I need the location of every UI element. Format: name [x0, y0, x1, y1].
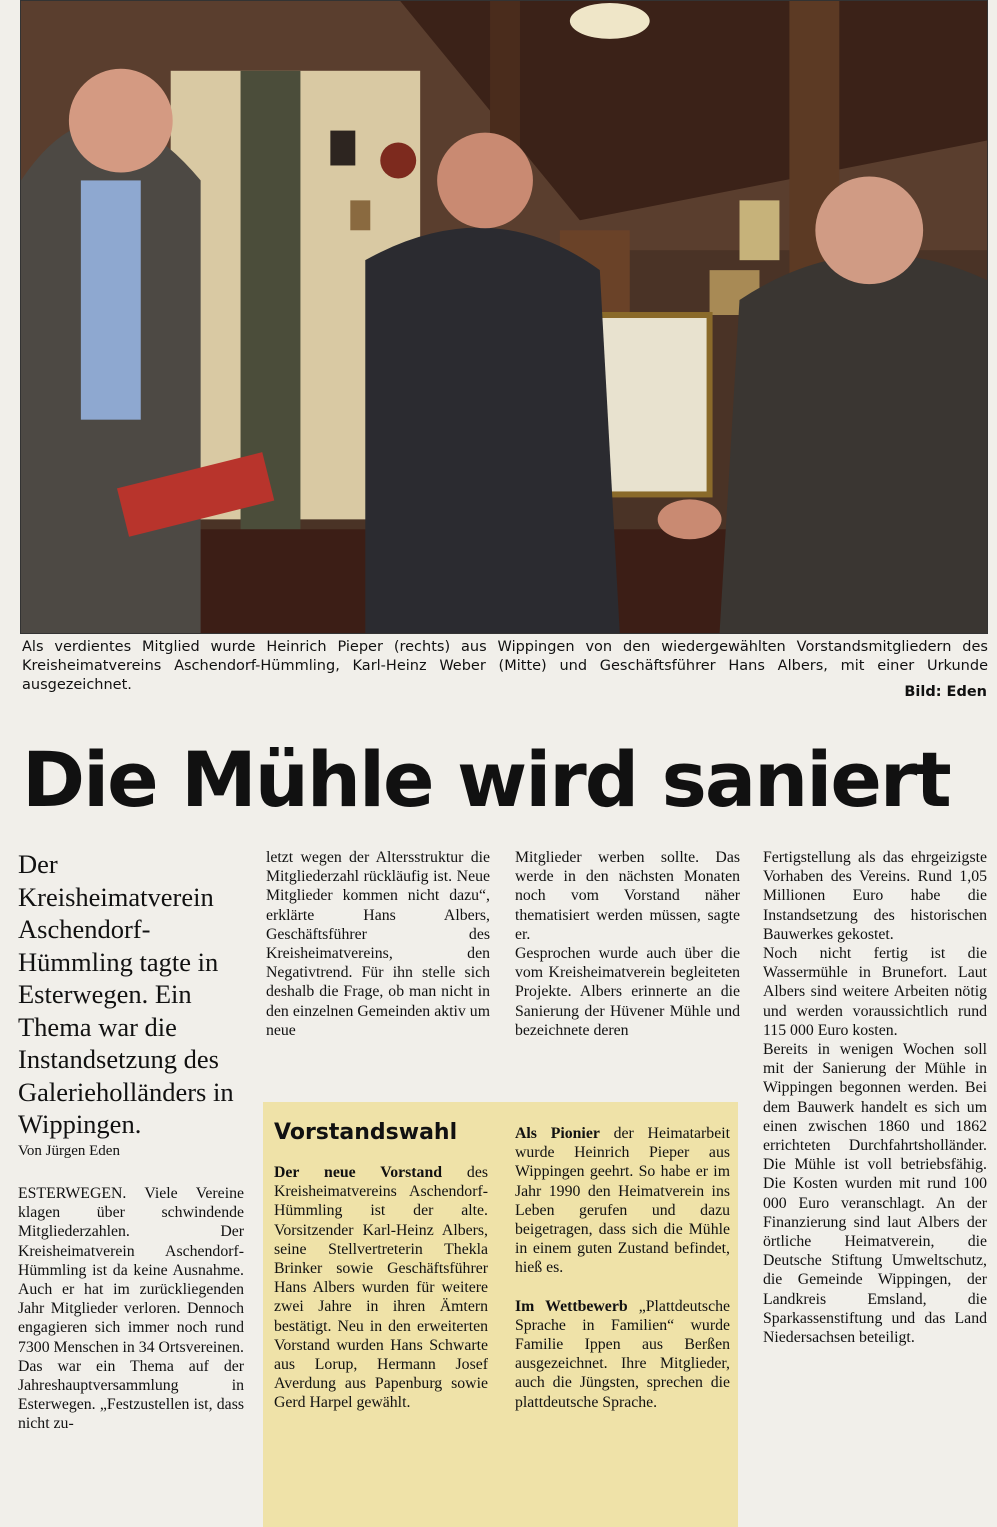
info-box-text-2: der Heimatarbeit wurde Heinrich Pieper aus Wippingen geehrt. So habe er im Jahr 1990 den Heimatverein ins Leben gerufen und dazu beigetragen, dass sich die Mühle in einem guten Zustand befindet, hieß es.: [515, 1125, 730, 1277]
info-box-paragraph-2: [515, 1124, 730, 1278]
column-2-text: letzt wegen der Altersstruktur die Mitgliederzahl rückläufig ist. Neue Mitglieder kommen nicht dazu“, erklärte Hans Albers, Geschäftsführer des Kreisheimatvereins, den Negativtrend. Für ihn stelle sich deshalb die Frage, ob man nicht in den einzelnen Gemeinden aktiv um neue: [266, 849, 490, 1039]
article-byline: Von Jürgen Eden: [18, 1143, 120, 1159]
info-box-text-3: „Plattdeutsche Sprache in Familien“ wurde Familie Ippen aus Berßen ausgezeichnet. Ihre Mitglieder, auch die Jüngsten, sprechen die plattdeutsche Sprache.: [515, 1297, 730, 1411]
column-4-text-c: Bereits in wenigen Wochen soll mit der Sanierung der Mühle in Wippingen begonnen werden. Bei dem Bauwerk handelt es sich um einen zwischen 1860 und 1862 errichteten Durchfahrtsholländer. Die Mühle ist voll betriebsfähig. Die Kosten wurden mit rund 100 000 Euro veranschlagt. An der Finanzierung sind laut Albers der örtliche Heimatverein, die Deutsche Stiftung Umweltschutz, die Gemeinde Wippingen, der Landkreis Emsland, die Sparkassenstiftung und das Land Niedersachsen beteiligt.: [763, 1041, 987, 1347]
column-4-text-a: Fertigstellung als das ehrgeizigste Vorhaben des Vereins. Rund 1,05 Millionen Euro habe die Instandsetzung des historischen Bauwerkes gekostet.: [763, 849, 987, 943]
info-box-lead-3: Im Wettbewerb: [515, 1297, 628, 1315]
info-box-paragraph-3: [515, 1297, 730, 1412]
article-column-1: [18, 1184, 244, 1434]
photo-credit: Bild: Eden: [904, 684, 987, 700]
info-box-lead-2: Als Pionier: [515, 1125, 600, 1142]
article-column-2: [266, 848, 490, 1040]
paragraph-spacer: [515, 1278, 730, 1297]
photo-illustration: [21, 1, 987, 633]
article-headline: Die Mühle wird saniert: [22, 735, 950, 824]
info-box-paragraph-1: [274, 1163, 488, 1413]
column-3-text: Mitglieder werben sollte. Das werde in den nächsten Monaten noch vom Vorstand näher thematisiert werden müssen, sagte er.: [515, 849, 740, 943]
column-3-text-b: Gesprochen wurde auch über die vom Kreisheimatverein begleiteten Projekte. Albers erinnerte an die Sanierung der Hüvener Mühle und bezeichnete deren: [515, 945, 740, 1039]
news-photo: [20, 0, 988, 634]
info-box-column-2: [515, 1124, 730, 1412]
info-box-lead-1: Der neue Vorstand: [274, 1164, 443, 1181]
article-column-4: [763, 848, 987, 1347]
info-box-title: Vorstandswahl: [274, 1120, 458, 1145]
article-column-3: [515, 848, 740, 1040]
column-1-text: ESTERWEGEN. Viele Vereine klagen über schwindende Mitgliederzahlen. Der Kreisheimatverein Aschendorf-Hümmling ist da keine Ausnahme. Auch er hat im zurückliegenden Jahr Mitglieder verloren. Dennoch engagieren sich immer noch rund 7300 Menschen in 34 Ortsvereinen. Das war ein Thema auf der Jahreshauptversammlung in Esterwegen. „Festzustellen ist, dass nicht zu-: [18, 1185, 244, 1433]
info-box-column-1: [274, 1163, 488, 1413]
article-lead: Der Kreisheimatverein Aschendorf-Hümmling tagte in Esterwegen. Ein Thema war die Instandsetzung des Galerieholländers in Wippingen.: [18, 849, 234, 1139]
photo-caption: Als verdientes Mitglied wurde Heinrich Pieper (rechts) aus Wippingen von den wiedergewählten Vorstandsmitgliedern des Kreisheimatvereins Aschendorf-Hümmling, Karl-Heinz Weber (Mitte) und Geschäftsführer Hans Albers, mit einer Urkunde ausgezeichnet.: [22, 639, 988, 693]
info-box-text-1: des Kreisheimatvereins Aschendorf-Hümmling ist der alte. Vorsitzender Karl-Heinz Albers, seine Stellvertreterin Thekla Brinker sowie Geschäftsführer Hans Albers wurden für weitere zwei Jahre in ihren Ämtern bestätigt. Neu in den erweiterten Vorstand wurden Hans Schwarte aus Lorup, Hermann Josef Averdung aus Papenburg sowie Gerd Harpel gewählt.: [274, 1164, 488, 1412]
column-4-text-b: Noch nicht fertig ist die Wassermühle in Brunefort. Laut Albers sind weitere Arbeiten nötig und werden voraussichtlich rund 115 000 Euro kosten.: [763, 945, 987, 1039]
